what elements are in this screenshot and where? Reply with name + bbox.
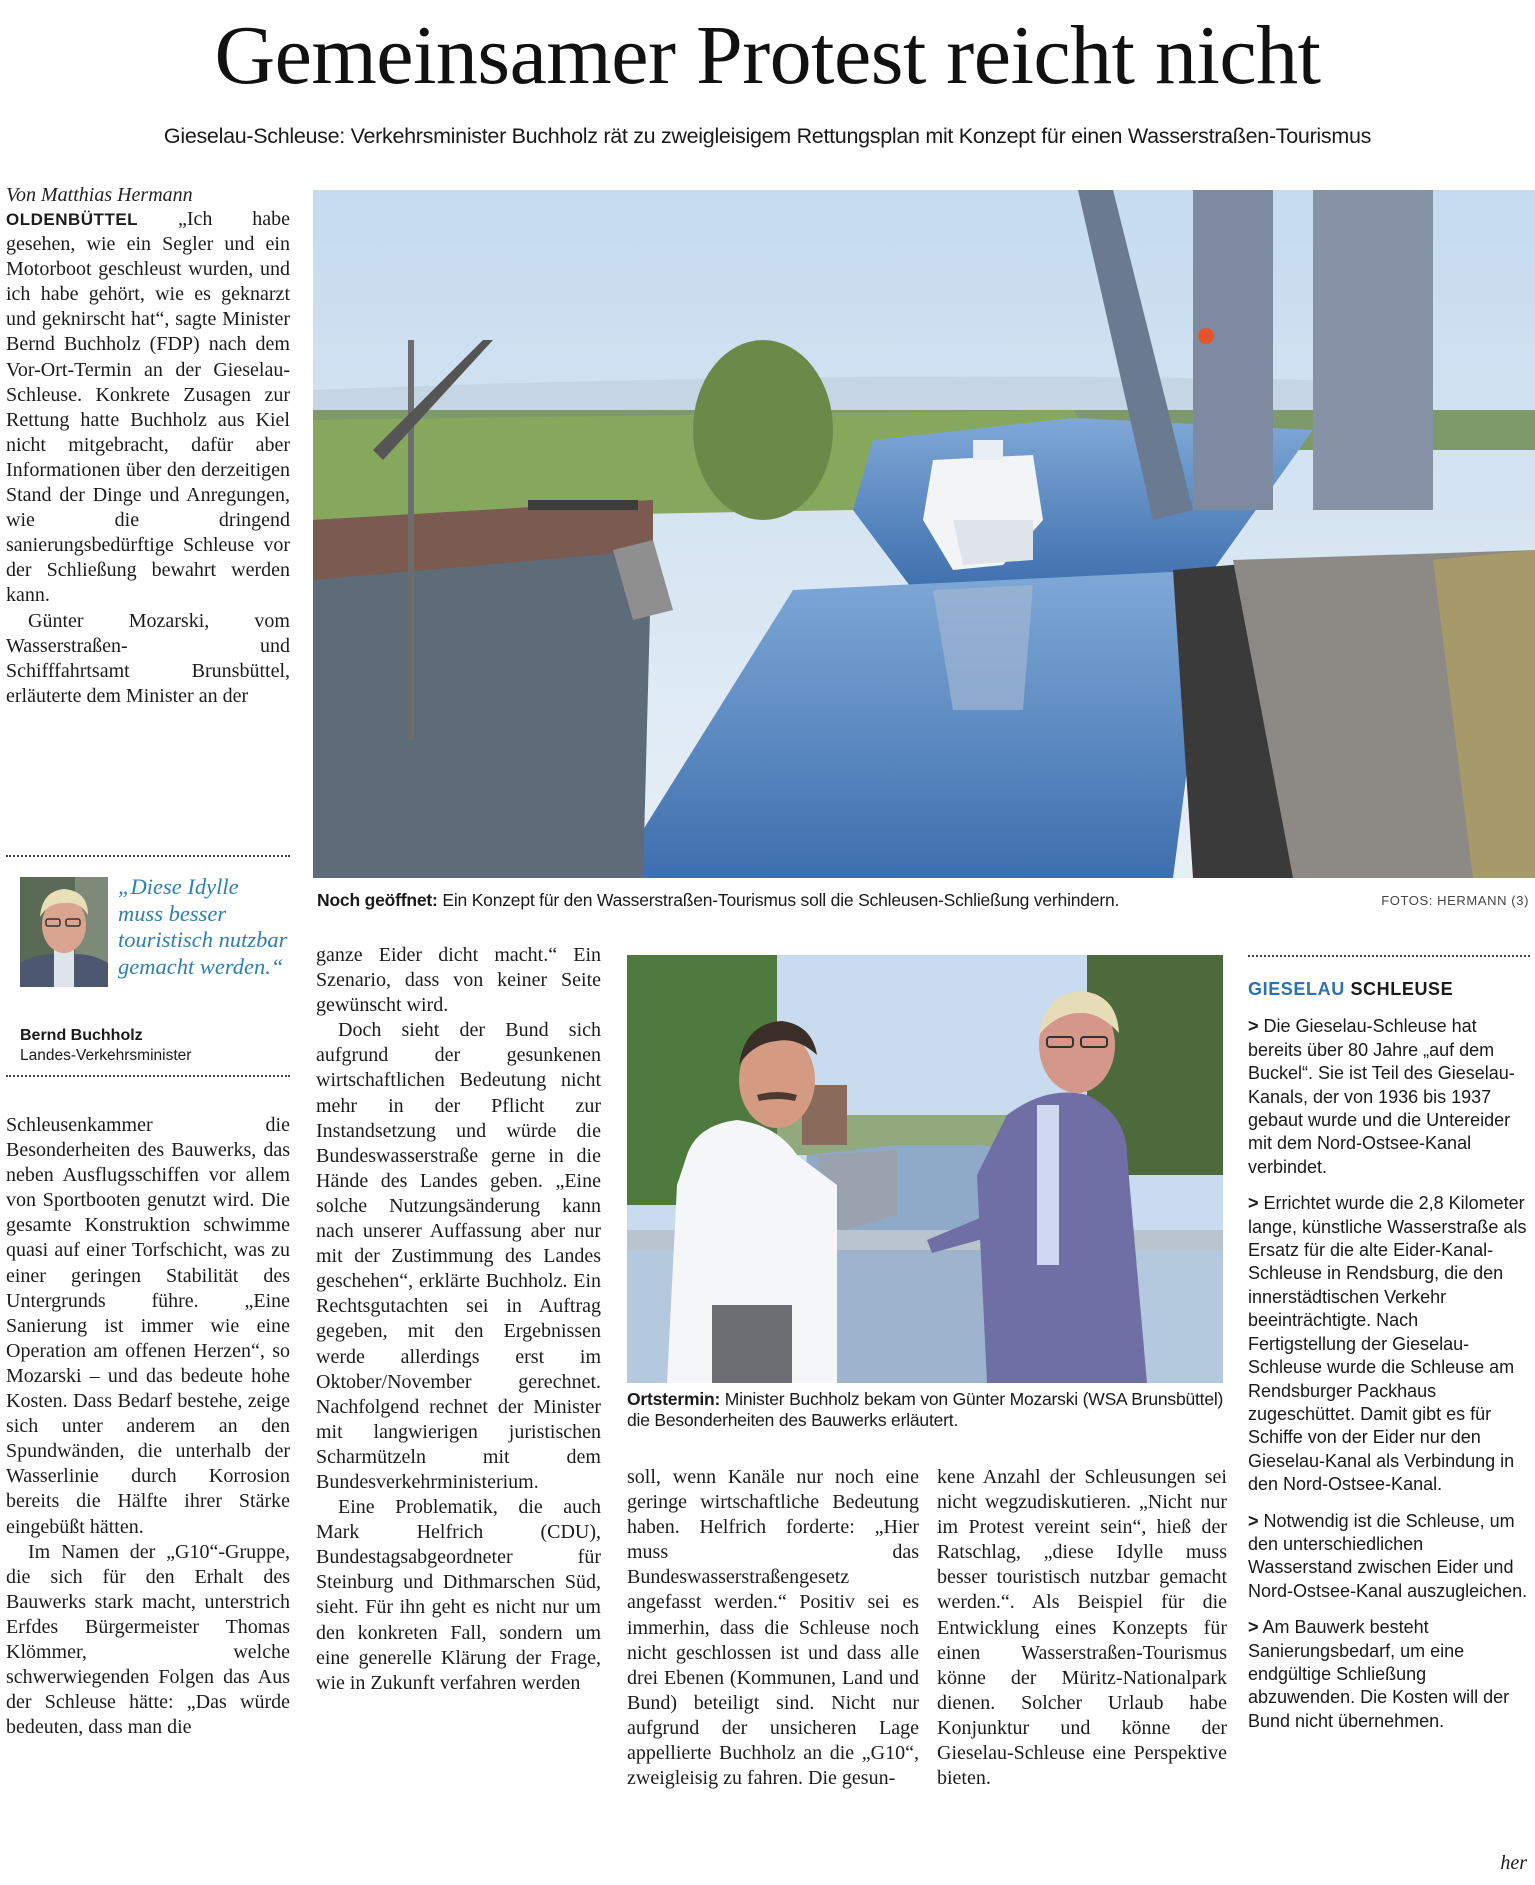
- quote-author-name: Bernd Buchholz: [20, 1027, 143, 1044]
- info-item: [1248, 1192, 1530, 1496]
- info-box-title: [1248, 978, 1530, 1001]
- paragraph: ganze Eider dicht macht.“ Ein Szenario, dass von keiner Seite gewünscht wird.: [316, 944, 601, 1017]
- paragraph: Doch sieht der Bund sich aufgrund der gesunkenen wirtschaftlichen Bedeutung nicht mehr in der Pflicht zur Instandsetzung und würde die Bundeswasserstraße gerne in die Hände des Landes geben. „Eine solche Nutzungsänderung kann nach unserer Auffassung aber nur mit der Zustimmung des Landes geschehen“, erklärte Buchholz. Ein Rechtsgutachten sei in Auftrag gegeben, mit den Ergebnissen werde allerdings erst im Oktober/November gerechnet. Nachfolgend rechnet der Minister mit langwierigen juristischen Scharmützeln mit dem Bundesverkehrministerium.: [316, 1019, 601, 1493]
- canal-lock-image: [313, 190, 1535, 878]
- paragraph: Schleusenkammer die Besonderheiten des Bauwerks, das neben Ausflugsschiffen vor allem von Sportbooten genutzt wird. Die gesamte Konstruktion schwimme quasi auf einer Torfschicht, was zu einer geringen Stabilität des Untergrunds führe. „Eine Sanierung ist immer wie eine Operation am offenen Herzen“, so Mozarski – und das bedeute hohe Kosten. Dass Bedarf bestehe, zeige sich unter anderem an den Spundwänden, die unterhalb der Wasserlinie durch Korrosion bereits die Hälfte ihrer Stärke eingebüßt hätten.: [6, 1114, 290, 1538]
- portrait-image: [20, 877, 108, 987]
- bullet-arrow-icon: >: [1248, 1617, 1259, 1638]
- info-item-text: Am Bauwerk besteht Sanierungsbedarf, um eine endgültige Schließung abzuwenden. Die Kosten will der Bund nicht übernehmen.: [1248, 1617, 1510, 1731]
- photo-caption-1: [317, 890, 1267, 911]
- dateline: OLDENBÜTTEL: [6, 210, 139, 229]
- bullet-arrow-icon: >: [1248, 1193, 1259, 1214]
- pull-quote: „Diese Idylle muss besser touristisch nutzbar gemacht werden.“: [118, 874, 288, 979]
- paragraph: kene Anzahl der Schleusungen sei nicht wegzudiskutieren. „Nicht nur im Protest vereint sein“, hieß der Ratschlag, „diese Idylle muss besser touristisch nutzbar gemacht werden.“. Als Beispiel für die Entwicklung eines Konzepts für einen Wasserstraßen-Tourismus könne der Müritz-Nationalpark dienen. Solcher Urlaub habe Konjunktur und könne der Gieselau-Schleuse eine Perspektive bieten.: [937, 1466, 1227, 1790]
- officials-image: [627, 955, 1223, 1383]
- info-box-title-accent: GIESELAU: [1248, 979, 1345, 999]
- column-2: [316, 943, 601, 1696]
- subheadline: Gieselau-Schleuse: Verkehrsminister Buchholz rät zu zweigleisigem Rettungsplan mit Konzept für einen Wasserstraßen-Tourismus: [163, 124, 1372, 148]
- caption-text: Minister Buchholz bekam von Günter Mozarski (WSA Brunsbüttel) die Besonderheiten des Bauwerks erläutert.: [627, 1389, 1224, 1430]
- info-box: [1248, 978, 1530, 1746]
- paragraph: [6, 207, 290, 609]
- column-1-top: [6, 207, 290, 709]
- info-item: [1248, 1015, 1530, 1179]
- caption-label: Ortstermin:: [627, 1389, 721, 1409]
- info-item: [1248, 1510, 1530, 1604]
- bullet-arrow-icon: >: [1248, 1510, 1259, 1531]
- info-item-text: Die Gieselau-Schleuse hat bereits über 80 Jahre „auf dem Buckel“. Sie ist Teil des Gieselau-Kanals, der von 1936 bis 1937 gebaut wurde und die Untereider mit dem Nord-Ostsee-Kanal verbindet.: [1248, 1016, 1515, 1177]
- bullet-arrow-icon: >: [1248, 1016, 1259, 1037]
- portrait-photo: [20, 877, 108, 987]
- paragraph: Günter Mozarski, vom Wasserstraßen- und Schifffahrtsamt Brunsbüttel, erläuterte dem Minister an der: [6, 609, 290, 707]
- divider: [6, 1075, 290, 1077]
- caption-text: Ein Konzept für den Wasserstraßen-Tourismus soll die Schleusen-Schließung verhindern.: [442, 890, 1120, 910]
- divider: [1248, 955, 1530, 957]
- paragraph: Im Namen der „G10“-Gruppe, die sich für den Erhalt des Bauwerks stark macht, unterstrich Erfdes Bürgermeister Thomas Klömmer, welche schwerwiegenden Folgen das Aus der Schleuse hätte: „Das würde bedeuten, dass man die: [6, 1540, 290, 1739]
- photo-credit: FOTOS: HERMANN (3): [1381, 893, 1529, 908]
- column-4: [937, 1465, 1227, 1791]
- author-tag: her: [1500, 1852, 1527, 1874]
- lock-photo: [313, 190, 1535, 878]
- paragraph: Eine Problematik, die auch Mark Helfrich (CDU), Bundestagsabgeordneter für Steinburg und Dithmarschen Süd, sieht. Für ihn geht es nicht nur um den konkreten Fall, sondern um eine generelle Klärung der Frage, wie in Zukunft verfahren werden: [316, 1496, 601, 1694]
- info-item-text: Notwendig ist die Schleuse, um den unterschiedlichen Wasserstand zwischen Eider und Nord-Ostsee-Kanal auszugleichen.: [1248, 1510, 1528, 1601]
- column-3: [627, 1465, 919, 1791]
- quote-author-role: Landes-Verkehrsminister: [20, 1047, 192, 1064]
- paragraph: soll, wenn Kanäle nur noch eine geringe wirtschaftliche Bedeutung haben. Helfrich forderte: „Hier muss das Bundeswasserstraßengesetz angefasst werden.“ Positiv sei es immerhin, dass die Schleuse noch nicht geschlossen ist und dass alle drei Ebenen (Kommunen, Land und Bund) beteiligt sind. Nicht nur aufgrund der unsicheren Lage appellierte Buchholz an die „G10“, zweigleisig zu fahren. Die gesun-: [627, 1466, 919, 1790]
- info-box-title-rest: SCHLEUSE: [1350, 979, 1454, 999]
- caption-label: Noch geöffnet:: [317, 890, 438, 910]
- info-item-text: Errichtet wurde die 2,8 Kilometer lange, künstliche Wasserstraße als Ersatz für die alte Eider-Kanal-Schleuse in Rendsburg, die den innerstädtischen Verkehr beeinträchtigte. Nach Fertigstellung der Gieselau-Schleuse wurde die Schleuse am Rendsburger Packhaus zugeschüttet. Damit gibt es für Schiffe von der Eider nur den Gieselau-Kanal als Verbindung in den Nord-Ostsee-Kanal.: [1248, 1193, 1527, 1495]
- divider: [6, 855, 290, 857]
- column-1-bottom: [6, 1113, 290, 1740]
- paragraph-text: „Ich habe gesehen, wie ein Segler und ein Motorboot geschleust wurden, und ich habe gehört, wie es geknarzt und geknirscht hat“, sagte Minister Bernd Buchholz (FDP) nach dem Vor-Ort-Termin an der Gieselau-Schleuse. Konkrete Zusagen zur Rettung hatte Buchholz aus Kiel nicht mitgebracht, dafür aber Informationen über den derzeitigen Stand der Dinge und Anregungen, wie die dringend sanierungsbedürftige Schleuse vor der Schließung bewahrt werden kann.: [6, 208, 290, 607]
- officials-photo: [627, 955, 1223, 1383]
- headline: Gemeinsamer Protest reicht nicht: [214, 9, 1321, 102]
- photo-caption-2: [627, 1389, 1227, 1431]
- info-item: [1248, 1616, 1530, 1733]
- byline: Von Matthias Hermann: [6, 184, 193, 206]
